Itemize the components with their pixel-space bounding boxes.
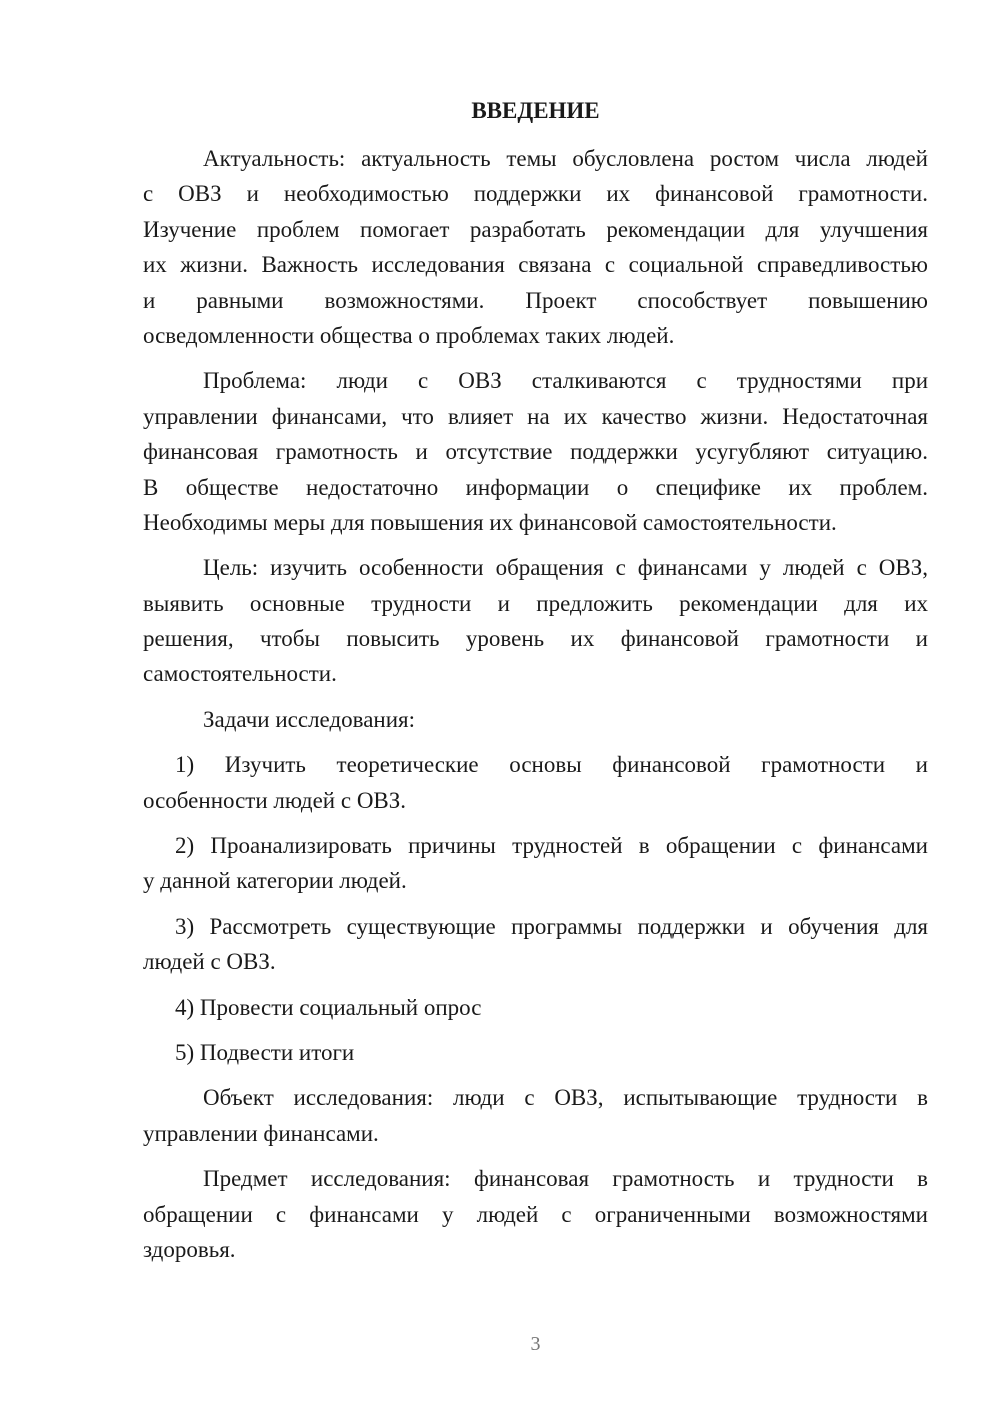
text-line: Объект исследования: люди с ОВЗ, испытывающие трудности в bbox=[203, 1085, 928, 1111]
paragraph bbox=[143, 141, 928, 353]
paragraph bbox=[143, 828, 928, 899]
paragraph bbox=[143, 990, 928, 1025]
paragraph bbox=[143, 1080, 928, 1151]
paragraph bbox=[143, 550, 928, 692]
text-line: 5) Подвести итоги bbox=[175, 1039, 355, 1065]
paragraph bbox=[143, 747, 928, 818]
text-line: 4) Провести социальный опрос bbox=[175, 994, 482, 1020]
text-line: Актуальность: актуальность темы обусловлена ростом числа людей bbox=[203, 146, 928, 171]
text-line: особенности людей с ОВЗ. bbox=[143, 787, 407, 813]
text-line: и равными возможностями. Проект способствует повышению bbox=[143, 287, 928, 313]
document-body bbox=[143, 141, 928, 1267]
text-line: Изучение проблем помогает разработать рекомендации для улучшения bbox=[143, 216, 928, 242]
text-line: самостоятельности. bbox=[143, 661, 337, 687]
text-line: выявить основные трудности и предложить рекомендации для их bbox=[143, 590, 928, 616]
text-line: здоровья. bbox=[143, 1236, 236, 1262]
text-line: 1) Изучить теоретические основы финансовой грамотности и bbox=[175, 752, 928, 778]
text-line: обращении с финансами у людей с ограниченными возможностями bbox=[143, 1201, 928, 1227]
text-line: у данной категории людей. bbox=[143, 868, 407, 894]
text-line: финансовая грамотность и отсутствие поддержки усугубляют ситуацию. bbox=[143, 439, 928, 465]
text-line: их жизни. Важность исследования связана с социальной справедливостью bbox=[143, 252, 928, 278]
text-line: с ОВЗ и необходимостью поддержки их финансовой грамотности. bbox=[143, 181, 928, 207]
text-line: 3) Рассмотреть существующие программы поддержки и обучения для bbox=[175, 913, 928, 939]
page-number: 3 bbox=[530, 1333, 541, 1355]
text-line: Задачи исследования: bbox=[203, 706, 416, 732]
paragraph bbox=[143, 363, 928, 540]
text-line: Цель: изучить особенности обращения с финансами у людей с ОВЗ, bbox=[203, 555, 928, 581]
text-line: управлении финансами, что влияет на их качество жизни. Недостаточная bbox=[143, 403, 928, 429]
text-line: В обществе недостаточно информации о специфике их проблем. bbox=[143, 474, 928, 500]
paragraph bbox=[143, 1161, 928, 1267]
text-line: Необходимы меры для повышения их финансовой самостоятельности. bbox=[143, 509, 837, 535]
text-line: решения, чтобы повысить уровень их финансовой грамотности и bbox=[143, 626, 928, 652]
text-line: Проблема: люди с ОВЗ сталкиваются с трудностями при bbox=[203, 368, 928, 394]
paragraph bbox=[143, 1035, 928, 1070]
page-title: ВВЕДЕНИЕ bbox=[471, 98, 600, 123]
text-line: Предмет исследования: финансовая грамотность и трудности в bbox=[203, 1166, 928, 1192]
text-line: людей с ОВЗ. bbox=[143, 949, 276, 975]
paragraph bbox=[143, 909, 928, 980]
text-line: 2) Проанализировать причины трудностей в обращении с финансами bbox=[175, 833, 928, 859]
paragraph bbox=[143, 702, 928, 737]
text-line: осведомленности общества о проблемах таких людей. bbox=[143, 322, 675, 348]
text-line: управлении финансами. bbox=[143, 1120, 379, 1146]
